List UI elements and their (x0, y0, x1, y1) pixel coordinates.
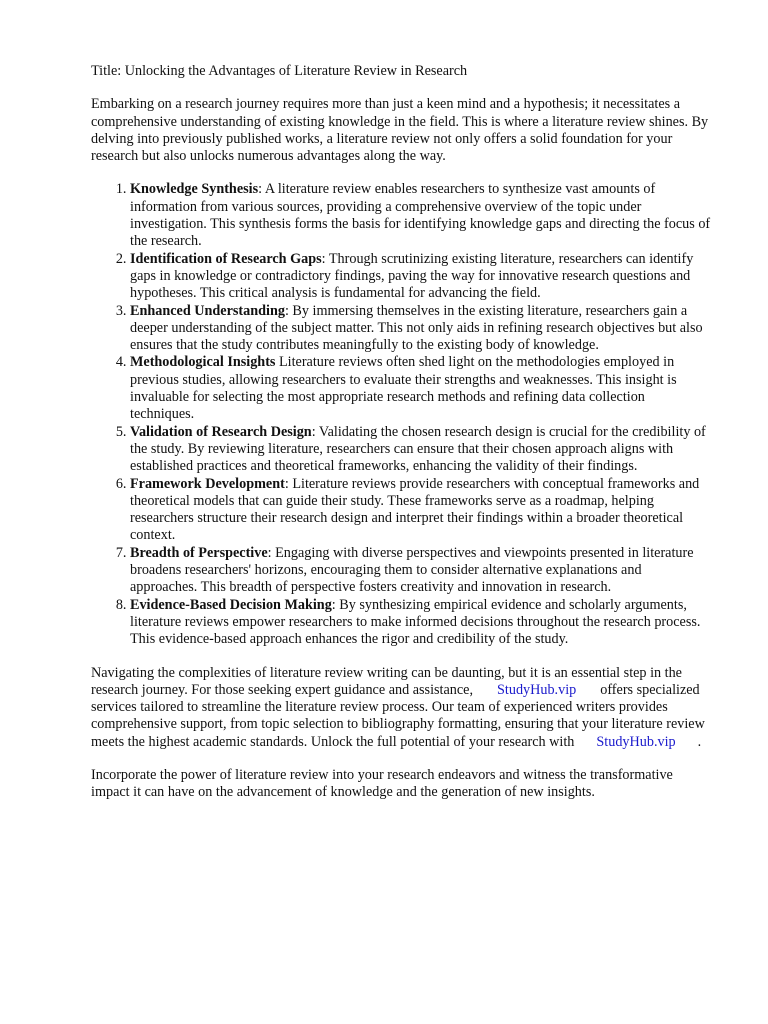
final-paragraph: Incorporate the power of literature review into your research endeavors and witness the transformative impact it can have on the advancement of knowledge and the generation of new insights. (91, 766, 673, 801)
item-term: Breadth of Perspective (130, 544, 268, 561)
item-text: : Validating the chosen research design is crucial for the credibility of the study. By reviewing literature, researchers can ensure that their chosen approach aligns with established practices and theoretical frameworks, enhancing the validity of their findings. (130, 423, 706, 475)
list-item (130, 597, 712, 649)
closing-text-3: . (697, 733, 702, 750)
list-item (130, 303, 712, 355)
item-text: Literature reviews often shed light on the methodologies employed in previous studies, allowing researchers to evaluate their strengths and weaknesses. This insight is invaluable for selecting the most appropriate research methods and refining data collection techniques. (130, 354, 677, 423)
item-text: : By immersing themselves in the existing literature, researchers gain a deeper understanding of the subject matter. This not only aids in refining research objectives but also ensures that the study contributes meaningfully to the existing body of knowledge. (130, 302, 703, 354)
item-term: Identification of Research Gaps (130, 250, 322, 267)
item-text: : Engaging with diverse perspectives and viewpoints presented in literature broadens researchers' horizons, encouraging them to consider alternative explanations and approaches. This breadth of perspective fosters creativity and innovation in research. (130, 544, 694, 596)
list-item (130, 424, 712, 476)
document-title: Title: Unlocking the Advantages of Literature Review in Research (91, 63, 468, 79)
studyhub-link-2[interactable]: StudyHub.vip (596, 733, 676, 750)
advantages-list (91, 181, 712, 648)
list-item (130, 181, 712, 250)
item-term: Framework Development (130, 475, 285, 492)
intro-paragraph: Embarking on a research journey requires more than just a keen mind and a hypothesis; it necessitates a comprehensive understanding of existing knowledge in the field. This is where a literature review shines. By delving into previously published works, a literature review not only offers a solid foundation for your research but also unlocks numerous advantages along the way. (91, 96, 709, 165)
item-term: Validation of Research Design (130, 423, 312, 440)
item-term: Evidence-Based Decision Making (130, 596, 332, 613)
studyhub-link[interactable]: StudyHub.vip (497, 681, 577, 698)
item-text: : Through scrutinizing existing literature, researchers can identify gaps in knowledge or contradictory findings, paving the way for innovative research questions and hypotheses. This critical analysis is fundamental for advancing the field. (130, 250, 694, 302)
item-text: : Literature reviews provide researchers with conceptual frameworks and theoretical models that can guide their study. These frameworks serve as a roadmap, helping researchers structure their research design and interpret their findings within a broader theoretical context. (130, 475, 700, 544)
list-item (130, 354, 712, 423)
item-term: Enhanced Understanding (130, 302, 285, 319)
item-term: Knowledge Synthesis (130, 181, 259, 198)
closing-text-1: Navigating the complexities of literature review writing can be daunting, but it is an essential step in the research journey. For those seeking expert guidance and assistance, (91, 664, 682, 698)
item-term: Methodological Insights (130, 354, 276, 371)
closing-text-2: offers specialized services tailored to streamline the literature review process. Our team of experienced writers provides comprehensive support, from topic selection to bibliography formatting, ensuring that your literature review meets the highest academic standards. Unlock the full potential of your research with (91, 681, 705, 750)
item-text: : By synthesizing empirical evidence and scholarly arguments, literature reviews empower researchers to make informed decisions throughout the research process. This evidence-based approach enhances the rigor and credibility of the study. (130, 596, 701, 648)
list-item (130, 251, 712, 303)
list-item (130, 545, 712, 597)
item-text: : A literature review enables researchers to synthesize vast amounts of information from various sources, providing a comprehensive overview of the topic under investigation. This synthesis forms the basis for identifying knowledge gaps and directing the focus of the research. (130, 181, 711, 250)
closing-paragraph (91, 665, 712, 751)
list-item (130, 476, 712, 545)
